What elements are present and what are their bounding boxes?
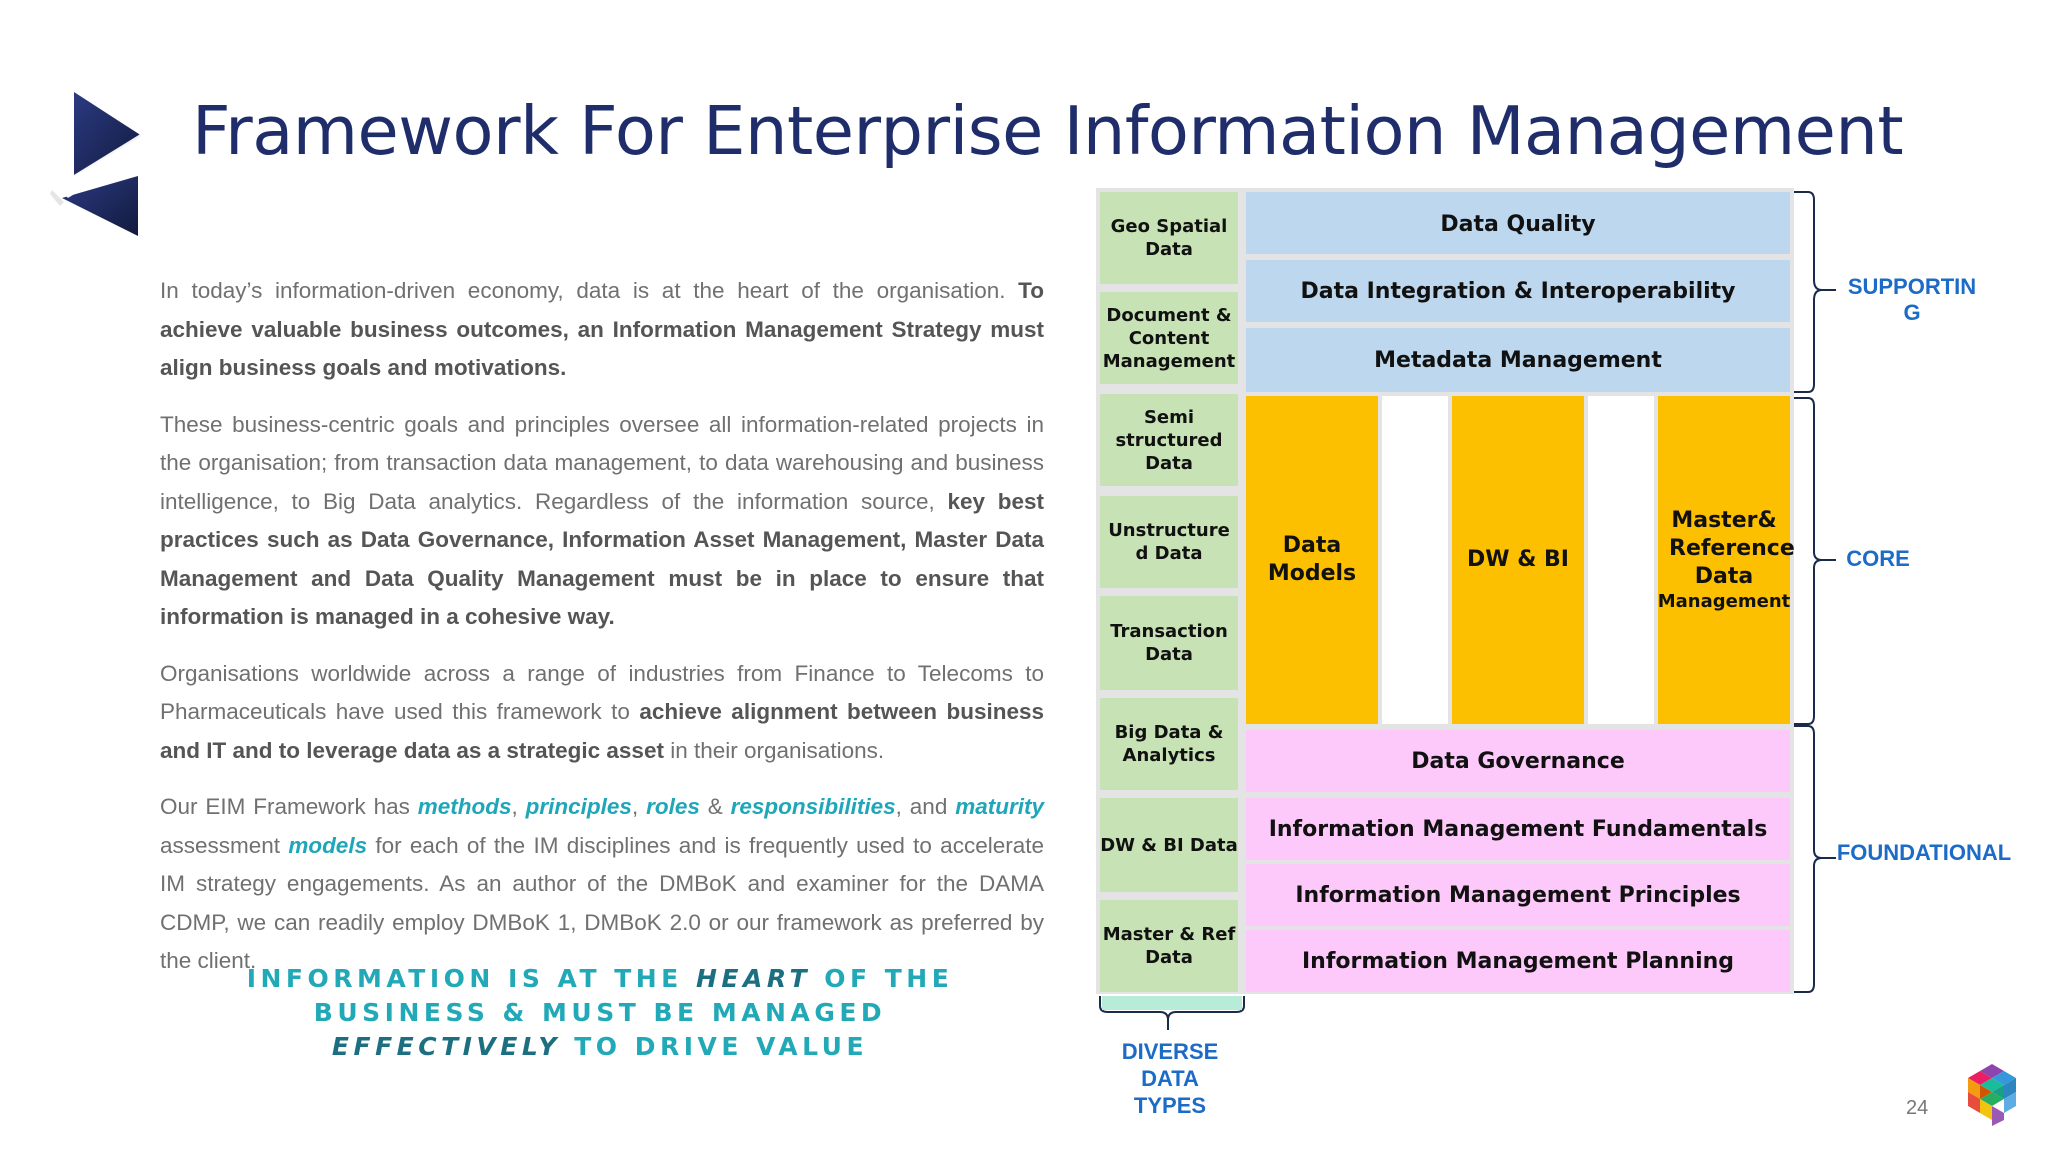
label-diverse-data-types: DIVERSE DATA TYPES <box>1121 1039 1219 1118</box>
label-core: CORE <box>1846 546 1910 571</box>
p3-text: Organisations worldwide across a range of industries from Finance to Telecoms to Pharmaceuticals have used this framework to <box>160 660 1044 724</box>
page-title: Framework For Enterprise Information Management <box>192 92 1904 170</box>
core-gap-1 <box>1382 396 1448 724</box>
tagline-3b: TO DRIVE VALUE <box>561 1032 869 1061</box>
core-dw-bi: DW & BI <box>1452 396 1584 724</box>
paragraph-2 <box>160 406 1044 637</box>
data-type-geo-spatial: Geo Spatial Data <box>1100 192 1238 284</box>
paragraph-4 <box>160 788 1044 981</box>
supporting-metadata: Metadata Management <box>1246 328 1790 392</box>
brand-logo-icon <box>50 90 170 240</box>
p3-text-end: in their organisations. <box>663 737 885 763</box>
supporting-data-quality: Data Quality <box>1246 192 1790 254</box>
tagline <box>180 962 1020 1064</box>
supporting-data-integration: Data Integration & Interoperability <box>1246 260 1790 322</box>
hl-models: models <box>288 832 368 858</box>
p4-and: , and <box>895 794 956 819</box>
page-number: 24 <box>1906 1097 1929 1119</box>
tagline-1a: INFORMATION IS AT THE <box>246 964 696 993</box>
p4-sep2: , <box>631 794 647 819</box>
tagline-line-3 <box>180 1030 1020 1064</box>
data-type-transaction: Transaction Data <box>1100 596 1238 690</box>
p1-bold: To achieve valuable business outcomes, an Information Management Strategy must align business goals and motivations. <box>160 278 1044 380</box>
hl-methods: methods <box>417 794 512 819</box>
tagline-1c: OF THE <box>811 964 954 993</box>
tagline-line-2: BUSINESS & MUST BE MANAGED <box>313 998 887 1027</box>
foundational-im-fundamentals: Information Management Fundamentals <box>1246 798 1790 860</box>
paragraph-1 <box>160 272 1044 388</box>
label-supporting: SUPPORTIN G <box>1847 274 1977 325</box>
hl-principles: principles <box>525 794 632 819</box>
body-text <box>160 272 1044 999</box>
hl-responsibilities: responsibilities <box>730 794 896 819</box>
foundational-data-governance: Data Governance <box>1246 730 1790 792</box>
p3-bold: achieve alignment between business and IT and to leverage data as a strategic asset <box>160 699 1044 763</box>
core-data-models: Data Models <box>1246 396 1378 724</box>
data-type-unstructured: Unstructure d Data <box>1100 496 1238 588</box>
data-type-document-content: Document & Content Management <box>1100 292 1238 384</box>
p2-bold: key best practices such as Data Governance, Information Asset Management, Master Data Management and Data Quality Management must be in place to ensure that information is managed in a cohesive way. <box>160 488 1044 629</box>
foundational-im-principles: Information Management Principles <box>1246 864 1790 926</box>
core-master-label: Master& Reference Data <box>1669 508 1795 589</box>
p1-text: In today’s information-driven economy, data is at the heart of the organisation. <box>160 278 1019 303</box>
core-gap-2 <box>1588 396 1654 724</box>
hl-roles: roles <box>646 794 700 819</box>
data-type-big-data: Big Data & Analytics <box>1100 698 1238 790</box>
p4-text: Our EIM Framework has <box>160 794 418 819</box>
core-master-reference <box>1657 396 1795 724</box>
p4-text-end: for each of the IM disciplines and is frequently used to accelerate IM strategy engagements. As an author of the DMBoK and examiner for the DAMA CDMP, we can readily employ DMBoK 1, DMBoK 2.0 or our framework as preferred by the client. <box>160 832 1044 973</box>
tagline-line-1 <box>180 962 1020 996</box>
core-master-sublabel: Management <box>1657 591 1791 612</box>
hl-maturity: maturity <box>955 794 1044 819</box>
p4-assessment: assessment <box>160 832 289 858</box>
diverse-bar <box>1102 996 1242 1010</box>
data-type-dw-bi: DW & BI Data <box>1100 798 1238 892</box>
data-type-semi-structured: Semi structured Data <box>1100 394 1238 486</box>
p2-text: These business-centric goals and principles oversee all information-related projects in the organisation; from transaction data management, to data warehousing and business intelligence, to Big Data analytics. Regardless of the information source, <box>160 411 1044 514</box>
label-foundational: FOUNDATIONAL <box>1836 840 2012 865</box>
p4-amp: & <box>699 794 731 819</box>
p4-sep1: , <box>511 794 526 819</box>
foundational-im-planning: Information Management Planning <box>1246 930 1790 992</box>
tagline-effectively: EFFECTIVELY <box>331 1032 561 1061</box>
company-logo-icon <box>1960 1060 2024 1130</box>
tagline-heart: HEART <box>695 964 811 993</box>
paragraph-3 <box>160 655 1044 771</box>
data-type-master-ref: Master & Ref Data <box>1100 900 1238 992</box>
